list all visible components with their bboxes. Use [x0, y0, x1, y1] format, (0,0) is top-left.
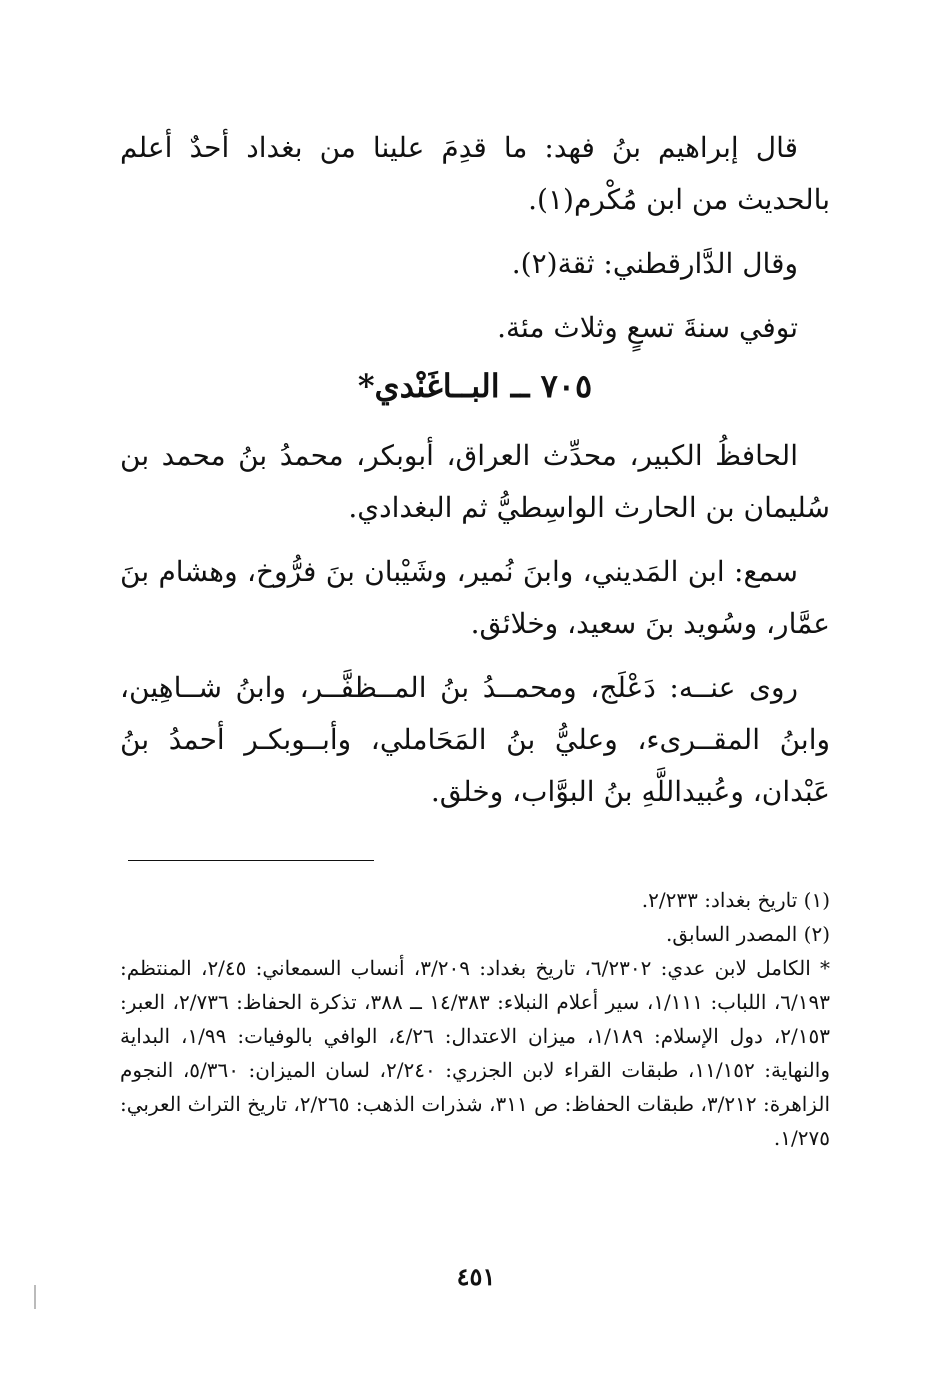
opening-paragraphs [120, 122, 830, 354]
entry-body [120, 430, 830, 818]
footnote-2: (٢) المصدر السابق. [666, 922, 830, 946]
paragraph-death-year: توفي سنةَ تسعٍ وثلاث مئة. [497, 311, 798, 344]
footnote-sources: * الكامل لابن عدي: ٦/٢٣٠٢، تاريخ بغداد: ٣/٢٠٩، أنساب السمعاني: ٢/٤٥، المنتظم: ٦/١٩٣، اللباب: ١/١١١، سير أعلام النبلاء: ١٤/٣٨٣ ــ ٣٨٨، تذكرة الحفاظ: ٢/٧٣٦، العبر: ٢/١٥٣، دول الإسلام: ١/١٨٩، ميزان الاعتدال: ٤/٢٦، الوافي بالوفيات: ١/٩٩، البداية والنهاية: ١١/١٥٢، طبقات القراء لابن الجزري: ٢/٢٤٠، لسان الميزان: ٥/٣٦٠، النجوم الزاهرة: ٣/٢١٢، طبقات الحفاظ: ص ٣١١، شذرات الذهب: ٢/٢٦٥، تاريخ التراث العربي: ١/٢٧٥. [120, 956, 831, 1150]
footnotes [120, 883, 830, 1155]
margin-mark [34, 1285, 36, 1309]
entry-heading: ٧٠٥ ــ البــاغَنْدي* [357, 367, 593, 405]
footnote-divider [128, 860, 374, 861]
page-number: ٤٥١ [456, 1262, 496, 1291]
paragraph-students: روى عنــه: دَعْلَج، ومحمــدُ بنُ المــظفَّــر، وابنُ شــاهِين، وابنُ المقــرىء، وعليُّ بنُ المَحَاملي، وأبــوبكـر أحمدُ بنُ عَبْدان، وعُبيداللَّهِ بنُ البوَّاب، وخلق. [120, 671, 830, 808]
footnote-1: (١) تاريخ بغداد: ٢/٢٣٣. [641, 888, 830, 912]
paragraph-biography: الحافظُ الكبير، محدِّث العراق، أبوبكر، محمدُ بنُ محمد بن سُليمان بن الحارث الواسِطيُّ ثم البغدادي. [120, 439, 830, 524]
paragraph-daraqutni-quote: وقال الدَّارقطني: ثقة(٢). [511, 247, 798, 280]
paragraph-ibrahim-quote: قال إبراهيم بنُ فهد: ما قدِمَ علينا من بغداد أحدٌ أعلم بالحديث من ابن مُكْرم(١). [120, 131, 830, 216]
paragraph-teachers: سمع: ابن المَديني، وابنَ نُمير، وشَيْبان بنَ فرُّوخ، وهشام بنَ عمَّار، وسُويد بنَ سعيد، وخلائق. [120, 555, 830, 640]
